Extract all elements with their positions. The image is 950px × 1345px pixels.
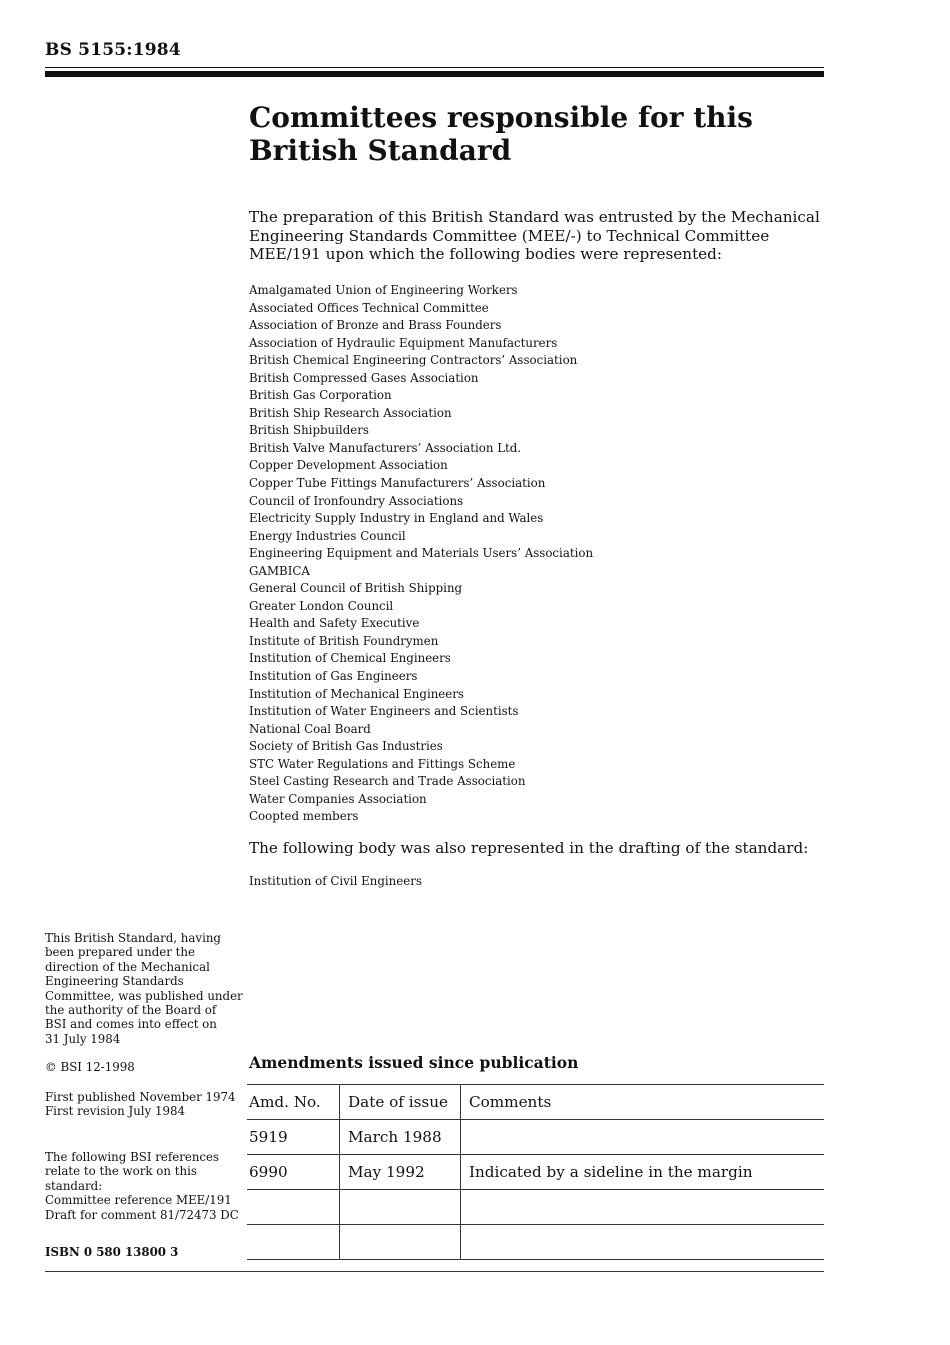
date-of-issue-cell <box>340 1225 461 1260</box>
intro-paragraph: The preparation of this British Standard was entrusted by the Mechanical Engineering Standards Committee (MEE/-) to Technical Committee MEE/191 upon which the following bodies were represented: <box>249 208 820 263</box>
publication-note <box>45 931 245 1046</box>
publication-history <box>45 1090 245 1119</box>
bsi-references-line: relate to the work on this <box>45 1164 197 1179</box>
list-item: Association of Hydraulic Equipment Manufacturers <box>249 335 558 350</box>
list-item: Association of Bronze and Brass Founders <box>249 318 502 333</box>
comments-cell <box>461 1190 825 1225</box>
list-item: Institution of Chemical Engineers <box>249 651 451 666</box>
list-item: Greater London Council <box>249 598 394 613</box>
list-item: GAMBICA <box>249 563 310 578</box>
date-of-issue-cell <box>340 1190 461 1225</box>
amendments-table <box>247 1084 824 1260</box>
list-item: Institution of Mechanical Engineers <box>249 686 464 701</box>
table-row <box>247 1190 824 1225</box>
header-rule-thin <box>45 67 824 68</box>
list-item: British Gas Corporation <box>249 388 392 403</box>
bsi-references-line: The following BSI references <box>45 1150 220 1164</box>
publication-note-line: BSI and comes into effect on <box>45 1017 217 1032</box>
publication-note-line: the authority of the Board of <box>45 1003 217 1018</box>
list-item: Institution of Water Engineers and Scientists <box>249 704 519 719</box>
list-item: Health and Safety Executive <box>249 616 420 631</box>
bsi-references <box>45 1150 245 1222</box>
list-item: Coopted members <box>249 809 359 824</box>
list-item: Copper Development Association <box>249 458 448 473</box>
publication-history-line: First revision July 1984 <box>45 1104 186 1119</box>
bsi-references-line: Committee reference MEE/191 <box>45 1193 232 1208</box>
comments-cell <box>461 1120 825 1155</box>
table-row <box>247 1155 824 1190</box>
list-item: British Ship Research Association <box>249 405 452 420</box>
column-header-amd-no: Amd. No. <box>247 1085 340 1120</box>
bsi-references-line: standard: <box>45 1178 103 1193</box>
also-represented-member: Institution of Civil Engineers <box>249 874 422 888</box>
page-title <box>249 101 809 167</box>
table-header-row <box>247 1085 824 1120</box>
date-of-issue-cell: March 1988 <box>340 1120 461 1155</box>
list-item: British Compressed Gases Association <box>249 370 479 385</box>
list-item: Energy Industries Council <box>249 528 406 543</box>
document-code: BS 5155:1984 <box>45 40 181 60</box>
amd-no-cell: 6990 <box>247 1155 340 1190</box>
page-title-line-1: Committees responsible for this <box>249 101 753 134</box>
list-item: Copper Tube Fittings Manufacturers’ Association <box>249 476 546 491</box>
publication-note-line: been prepared under the <box>45 945 195 960</box>
list-item: Water Companies Association <box>249 791 427 806</box>
publication-note-line: Engineering Standards <box>45 974 184 989</box>
amd-no-cell <box>247 1190 340 1225</box>
publication-note-line: 31 July 1984 <box>45 1031 121 1046</box>
list-item: Council of Ironfoundry Associations <box>249 493 464 508</box>
copyright-notice: © BSI 12-1998 <box>45 1060 135 1074</box>
list-item: British Chemical Engineering Contractors’ Association <box>249 353 578 368</box>
publication-note-line: This British Standard, having <box>45 931 221 945</box>
column-header-date-of-issue: Date of issue <box>340 1085 461 1120</box>
amd-no-cell <box>247 1225 340 1260</box>
member-bodies-list <box>249 282 593 826</box>
list-item: General Council of British Shipping <box>249 581 463 596</box>
also-represented-text: The following body was also represented in the drafting of the standard: <box>249 839 809 857</box>
list-item: Associated Offices Technical Committee <box>249 300 489 315</box>
list-item: National Coal Board <box>249 721 371 736</box>
comments-cell <box>461 1225 825 1260</box>
publication-history-line: First published November 1974 <box>45 1090 236 1104</box>
amendments-heading: Amendments issued since publication <box>249 1053 579 1072</box>
list-item: Steel Casting Research and Trade Association <box>249 774 526 789</box>
comments-cell: Indicated by a sideline in the margin <box>461 1155 825 1190</box>
amd-no-cell: 5919 <box>247 1120 340 1155</box>
isbn-number: ISBN 0 580 13800 3 <box>45 1245 179 1259</box>
list-item: STC Water Regulations and Fittings Scheme <box>249 756 516 771</box>
table-row <box>247 1225 824 1260</box>
list-item: Amalgamated Union of Engineering Workers <box>249 283 518 297</box>
list-item: Engineering Equipment and Materials Users’ Association <box>249 546 594 561</box>
column-header-comments: Comments <box>461 1085 825 1120</box>
table-row <box>247 1120 824 1155</box>
publication-note-line: Committee, was published under <box>45 988 243 1003</box>
list-item: Electricity Supply Industry in England and Wales <box>249 511 544 526</box>
publication-note-line: direction of the Mechanical <box>45 959 210 974</box>
list-item: Society of British Gas Industries <box>249 739 443 754</box>
date-of-issue-cell: May 1992 <box>340 1155 461 1190</box>
list-item: Institute of British Foundrymen <box>249 633 439 648</box>
header-rule-thick <box>45 71 824 77</box>
footer-rule <box>45 1271 824 1272</box>
bsi-references-line: Draft for comment 81/72473 DC <box>45 1207 239 1222</box>
list-item: Institution of Gas Engineers <box>249 669 418 684</box>
list-item: British Shipbuilders <box>249 423 369 438</box>
page-title-line-2: British Standard <box>249 134 512 167</box>
list-item: British Valve Manufacturers’ Association Ltd. <box>249 440 522 455</box>
